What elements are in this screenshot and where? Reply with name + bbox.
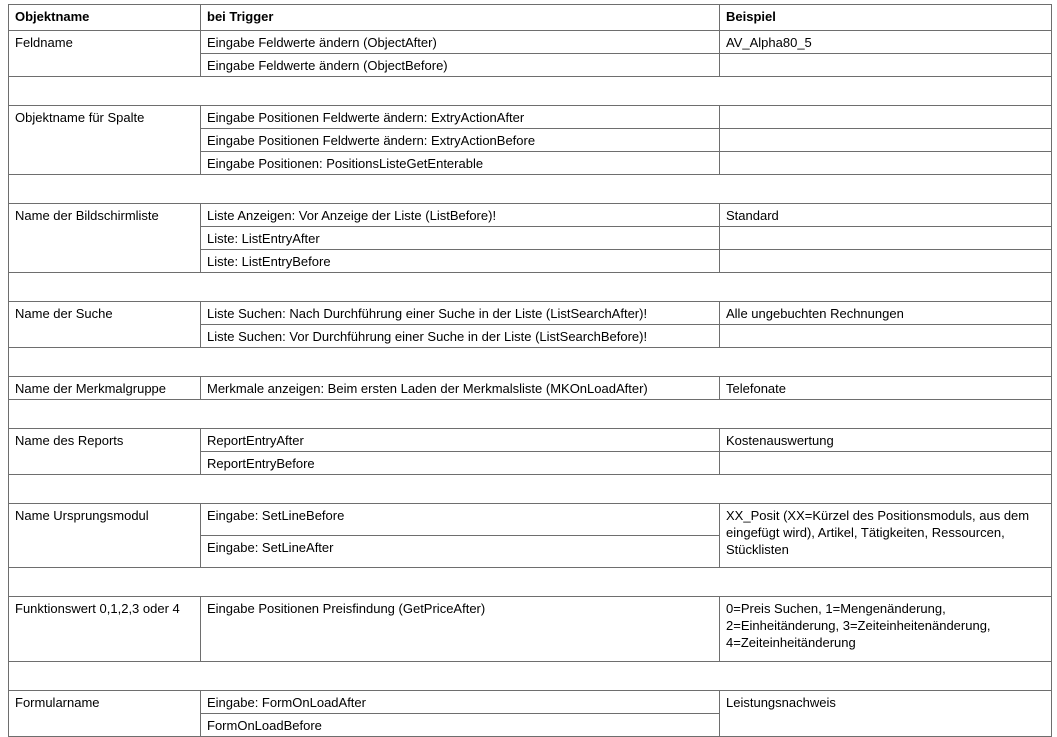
spacer-row [9, 175, 1052, 204]
cell-beispiel: AV_Alpha80_5 [720, 31, 1052, 54]
trigger-table [8, 4, 1052, 737]
cell-beispiel [720, 325, 1052, 348]
cell-beispiel: Alle ungebuchten Rechnungen [720, 302, 1052, 325]
cell-objektname: Name des Reports [9, 429, 201, 475]
cell-trigger: Liste: ListEntryAfter [201, 227, 720, 250]
cell-beispiel [720, 54, 1052, 77]
cell-trigger: Eingabe Positionen Feldwerte ändern: ExtryActionBefore [201, 129, 720, 152]
header-bei-trigger: bei Trigger [201, 5, 720, 31]
spacer-row [9, 273, 1052, 302]
table-row [9, 31, 1052, 54]
table-row [9, 204, 1052, 227]
cell-beispiel: Standard [720, 204, 1052, 227]
header-beispiel: Beispiel [720, 5, 1052, 31]
spacer-row [9, 662, 1052, 691]
header-objektname: Objektname [9, 5, 201, 31]
table-row [9, 302, 1052, 325]
cell-beispiel [720, 250, 1052, 273]
cell-trigger: Liste: ListEntryBefore [201, 250, 720, 273]
table-row [9, 691, 1052, 714]
cell-trigger: Eingabe: FormOnLoadAfter [201, 691, 720, 714]
cell-trigger: Eingabe Positionen Preisfindung (GetPriceAfter) [201, 597, 720, 662]
spacer-row [9, 475, 1052, 504]
cell-trigger: Merkmale anzeigen: Beim ersten Laden der Merkmalsliste (MKOnLoadAfter) [201, 377, 720, 400]
cell-trigger: Eingabe Feldwerte ändern (ObjectBefore) [201, 54, 720, 77]
table-row [9, 429, 1052, 452]
spacer-row [9, 77, 1052, 106]
cell-trigger: FormOnLoadBefore [201, 714, 720, 737]
spacer-row [9, 348, 1052, 377]
cell-beispiel [720, 452, 1052, 475]
cell-trigger: ReportEntryBefore [201, 452, 720, 475]
cell-objektname: Funktionswert 0,1,2,3 oder 4 [9, 597, 201, 662]
cell-trigger: Eingabe Positionen Feldwerte ändern: ExtryActionAfter [201, 106, 720, 129]
cell-beispiel [720, 227, 1052, 250]
cell-trigger: Eingabe: SetLineAfter [201, 536, 720, 568]
table-row [9, 106, 1052, 129]
spacer-row [9, 400, 1052, 429]
cell-trigger: Liste Anzeigen: Vor Anzeige der Liste (ListBefore)! [201, 204, 720, 227]
cell-trigger: Liste Suchen: Nach Durchführung einer Suche in der Liste (ListSearchAfter)! [201, 302, 720, 325]
cell-objektname: Objektname für Spalte [9, 106, 201, 175]
cell-beispiel: 0=Preis Suchen, 1=Mengenänderung, 2=Einheitänderung, 3=Zeiteinheitenänderung, 4=Zeiteinheitänderung [720, 597, 1052, 662]
table-header-row [9, 5, 1052, 31]
cell-objektname: Formularname [9, 691, 201, 737]
cell-objektname: Name Ursprungsmodul [9, 504, 201, 568]
cell-trigger: Liste Suchen: Vor Durchführung einer Suche in der Liste (ListSearchBefore)! [201, 325, 720, 348]
cell-objektname: Name der Merkmalgruppe [9, 377, 201, 400]
cell-beispiel [720, 152, 1052, 175]
cell-objektname: Feldname [9, 31, 201, 77]
table-row [9, 504, 1052, 536]
cell-beispiel: Kostenauswertung [720, 429, 1052, 452]
cell-beispiel [720, 106, 1052, 129]
cell-trigger: Eingabe Positionen: PositionsListeGetEnterable [201, 152, 720, 175]
table-row [9, 377, 1052, 400]
cell-beispiel: XX_Posit (XX=Kürzel des Positionsmoduls, aus dem eingefügt wird), Artikel, Tätigkeiten, Ressourcen, Stücklisten [720, 504, 1052, 568]
cell-beispiel: Telefonate [720, 377, 1052, 400]
spacer-row [9, 568, 1052, 597]
cell-objektname: Name der Bildschirmliste [9, 204, 201, 273]
cell-objektname: Name der Suche [9, 302, 201, 348]
cell-trigger: ReportEntryAfter [201, 429, 720, 452]
cell-beispiel: Leistungsnachweis [720, 691, 1052, 737]
cell-beispiel [720, 129, 1052, 152]
table-row [9, 597, 1052, 662]
cell-trigger: Eingabe Feldwerte ändern (ObjectAfter) [201, 31, 720, 54]
cell-trigger: Eingabe: SetLineBefore [201, 504, 720, 536]
